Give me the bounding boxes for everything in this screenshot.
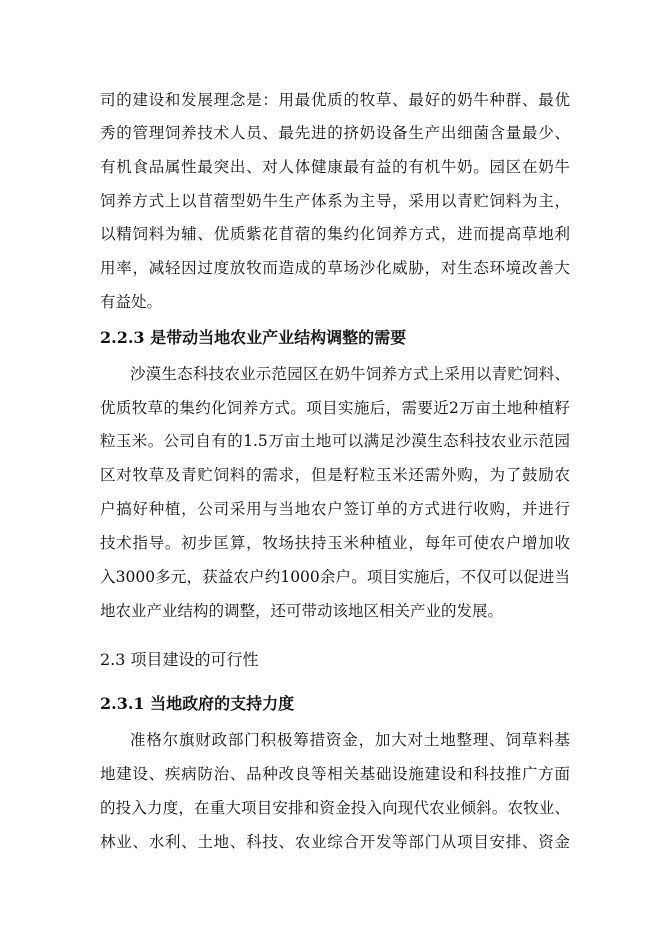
section-heading-2-2-3: 2.2.3 是带动当地农业产业结构调整的需要 — [100, 328, 407, 347]
paragraph-line: 林业、水利、土地、科技、农业综合开发等部门从项目安排、资金 — [100, 833, 570, 851]
paragraph-line: 的投入力度，在重大项目安排和资金投入向现代农业倾斜。农牧业、 — [100, 799, 570, 817]
section-heading-2-3-1: 2.3.1 当地政府的支持力度 — [100, 694, 295, 713]
paragraph-line: 准格尔旗财政部门积极筹措资金，加大对土地整理、饲草料基 — [130, 731, 570, 749]
paragraph-line: 优质牧草的集约化饲养方式。项目实施后，需要近2万亩土地种植籽 — [100, 399, 570, 417]
paragraph-line: 用率，减轻因过度放牧而造成的草场沙化威胁，对生态环境改善大 — [100, 259, 570, 277]
paragraph-line: 区对牧草及青贮饲料的需求，但是籽粒玉米还需外购，为了鼓励农 — [100, 466, 570, 484]
paragraph-line: 技术指导。初步匡算，牧场扶持玉米种植业，每年可使农户增加收 — [100, 534, 570, 552]
paragraph-line: 秀的管理饲养技术人员、最先进的挤奶设备生产出细菌含量最少、 — [100, 124, 570, 142]
paragraph-line: 有益处。 — [100, 293, 163, 311]
paragraph-line: 户搞好种植，公司采用与当地农户签订单的方式进行收购，并进行 — [100, 500, 570, 518]
paragraph-line: 以精饲料为辅、优质紫花苜蓿的集约化饲养方式，进而提高草地利 — [100, 225, 570, 243]
paragraph-line: 饲养方式上以苜蓿型奶牛生产体系为主导，采用以青贮饲料为主， — [100, 192, 570, 210]
paragraph-line: 有机食品属性最突出、对人体健康最有益的有机牛奶。园区在奶牛 — [100, 158, 570, 176]
paragraph-line: 地建设、疾病防治、品种改良等相关基础设施建设和科技推广方面 — [100, 765, 570, 783]
paragraph-line: 沙漠生态科技农业示范园区在奶牛饲养方式上采用以青贮饲料、 — [130, 365, 570, 383]
paragraph-line: 入3000多元，获益农户约1000余户。项目实施后，不仅可以促进当 — [100, 568, 570, 586]
paragraph-line: 粒玉米。公司自有的1.5万亩土地可以满足沙漠生态科技农业示范园 — [100, 432, 570, 450]
section-heading-2-3: 2.3 项目建设的可行性 — [100, 650, 259, 669]
paragraph-line: 地农业产业结构的调整，还可带动该地区相关产业的发展。 — [100, 602, 504, 620]
paragraph-line: 司的建设和发展理念是：用最优质的牧草、最好的奶牛种群、最优 — [100, 91, 570, 109]
